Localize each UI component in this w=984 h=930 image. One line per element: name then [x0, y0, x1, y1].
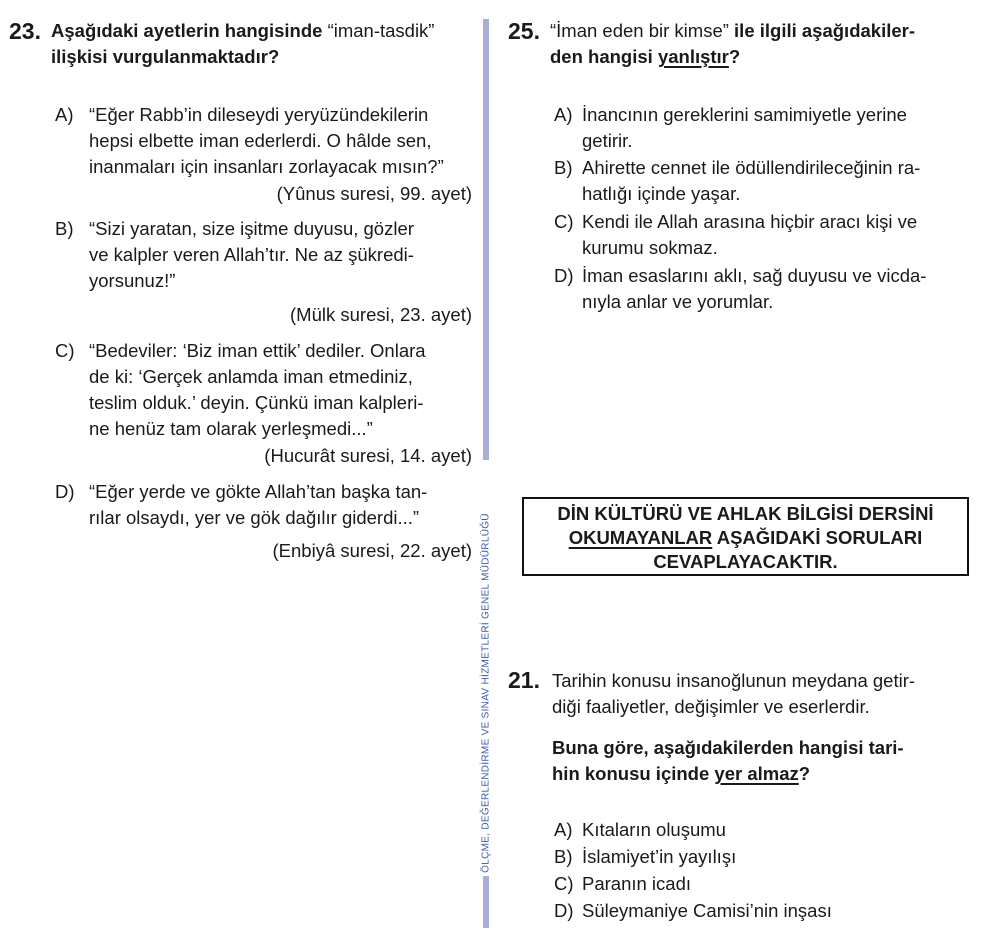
notice-line-3: CEVAPLAYACAKTIR. — [653, 551, 838, 572]
option-letter: A) — [554, 104, 573, 125]
notice-text: AŞAĞIDAKİ SORULARI — [716, 527, 923, 548]
stem-bold: Aşağıdaki ayetlerin hangisinde — [51, 20, 323, 41]
question-stem-line2 — [550, 44, 740, 70]
option-line: kurumu sokmaz. — [582, 237, 718, 258]
option-line: ve kalpler veren Allah’tır. Ne az şükredi- — [89, 244, 414, 265]
option-line: İnancının gereklerini samimiyetle yerine — [582, 104, 907, 125]
prompt-underlined: yer almaz — [714, 763, 799, 784]
option-letter: B) — [554, 157, 573, 178]
stem-quote: “iman-tasdik” — [327, 20, 435, 41]
option-letter: D) — [554, 900, 574, 921]
question-stem-line2: ilişkisi vurgulanmaktadır? — [51, 46, 280, 67]
stem-mark: ? — [728, 46, 741, 67]
question-stem — [550, 18, 915, 44]
option-letter: C) — [55, 340, 75, 361]
option-line: “Sizi yaratan, size işitme duyusu, gözler — [89, 218, 414, 239]
option-line: de ki: ‘Gerçek anlamda iman etmediniz, — [89, 366, 413, 387]
question-stem-line2: diği faaliyetler, değişimler ve eserlerdir. — [552, 696, 870, 717]
option-line: yorsunuz!” — [89, 270, 176, 291]
question-prompt-line2 — [552, 761, 810, 787]
option-line: rılar olsaydı, yer ve gök dağılır giderdi...” — [89, 507, 420, 528]
ayet-source: (Mülk suresi, 23. ayet) — [290, 304, 472, 325]
option-letter: B) — [55, 218, 74, 239]
option-letter: D) — [55, 481, 75, 502]
option-letter: C) — [554, 873, 574, 894]
ayet-source: (Yûnus suresi, 99. ayet) — [276, 183, 472, 204]
option-line: “Eğer Rabb’in dileseydi yeryüzündekilerin — [89, 104, 429, 125]
option-line: Ahirette cennet ile ödüllendirileceğinin ra- — [582, 157, 921, 178]
option-line: hepsi elbette iman ederlerdi. O hâlde sen, — [89, 130, 432, 151]
option-line: ne henüz tam olarak yerleşmedi...” — [89, 418, 373, 439]
option-letter: C) — [554, 211, 574, 232]
stem-text: den hangisi — [550, 46, 653, 67]
option-line: getirir. — [582, 130, 633, 151]
option-text: Süleymaniye Camisi’nin inşası — [582, 900, 832, 921]
publisher-vertical-text: ÖLÇME, DEĞERLENDİRME VE SINAV HİZMETLERİ GENEL MÜDÜRLÜĞÜ — [480, 513, 492, 873]
question-number: 21. — [508, 667, 540, 693]
question-stem-line1: Tarihin konusu insanoğlunun meydana getir- — [552, 670, 916, 691]
option-line: inanmaları için insanları zorlayacak mısın?” — [89, 156, 444, 177]
option-text: Kıtaların oluşumu — [582, 819, 726, 840]
option-text: Paranın icadı — [582, 873, 692, 894]
column-divider-top — [483, 19, 489, 460]
question-prompt-line1: Buna göre, aşağıdakilerden hangisi tari- — [552, 737, 904, 758]
option-text: İslamiyet’in yayılışı — [582, 846, 737, 867]
notice-line-2 — [524, 526, 967, 550]
option-letter: A) — [554, 819, 573, 840]
notice-box — [522, 497, 969, 576]
ayet-source: (Hucurât suresi, 14. ayet) — [264, 445, 472, 466]
option-letter: A) — [55, 104, 74, 125]
option-line: İman esaslarını aklı, sağ duyusu ve vicda- — [582, 265, 927, 286]
stem-quote: “İman eden bir kimse” — [550, 20, 729, 41]
notice-line-1: DİN KÜLTÜRÜ VE AHLAK BİLGİSİ DERSİNİ — [557, 503, 934, 524]
question-number: 23. — [9, 18, 41, 44]
option-line: “Eğer yerde ve gökte Allah’tan başka tan- — [89, 481, 428, 502]
option-line: hatlığı içinde yaşar. — [582, 183, 741, 204]
stem-bold: ile ilgili aşağıdakiler- — [734, 20, 916, 41]
option-line: Kendi ile Allah arasına hiçbir aracı kişi ve — [582, 211, 918, 232]
option-line: teslim olduk.’ deyin. Çünkü iman kalpleri- — [89, 392, 424, 413]
question-stem — [51, 18, 434, 44]
option-letter: D) — [554, 265, 574, 286]
prompt-text: hin konusu içinde — [552, 763, 710, 784]
ayet-source: (Enbiyâ suresi, 22. ayet) — [272, 540, 472, 561]
notice-underlined: OKUMAYANLAR — [568, 527, 713, 548]
question-number: 25. — [508, 18, 540, 44]
option-letter: B) — [554, 846, 573, 867]
prompt-mark: ? — [798, 763, 811, 784]
option-line: “Bedeviler: ‘Biz iman ettik’ dediler. Onlara — [89, 340, 426, 361]
option-line: nıyla anlar ve yorumlar. — [582, 291, 774, 312]
column-divider-bottom — [483, 876, 489, 928]
stem-underlined: yanlıştır — [657, 46, 729, 67]
